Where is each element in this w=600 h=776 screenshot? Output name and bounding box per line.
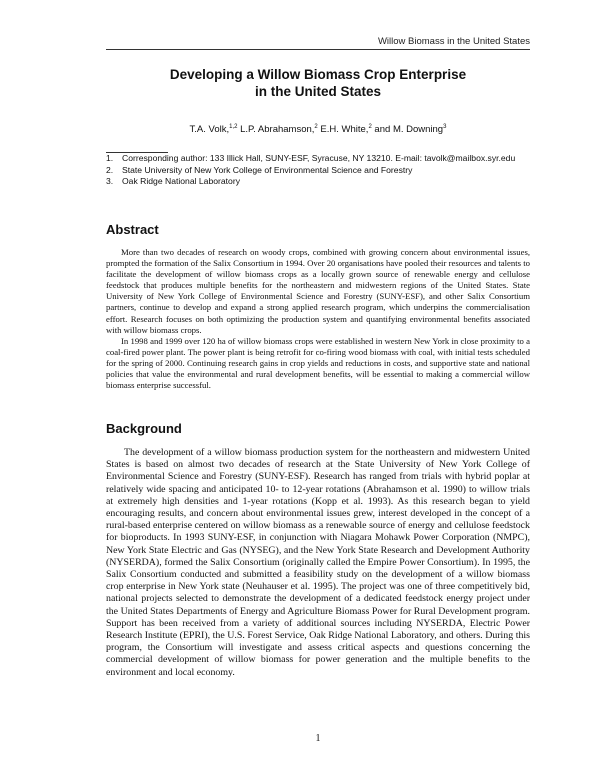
footnote: 1. Corresponding author: 133 Illick Hall, SUNY-ESF, Syracuse, NY 13210. E-mail: tavolk@mailbox.syr.edu xyxy=(106,153,516,163)
abstract-paragraph: More than two decades of research on woody crops, combined with growing concern about environmental issues, prompted the formation of the Salix Consortium in 1994. Over 20 organisations have pooled their resources and talents to facilitate the development of willow biomass crops as a locally grown source of renewable energy and cellulose feedstock that produces multiple benefits for the northeastern and midwestern regions of the United States. State University of New York College of Environmental Science and Forestry (SUNY-ESF), and other Salix Consortium partners, continue to develop and expand a strong applied research program, which underpins the commercialisation effort. Research focuses on both optimizing the production system and quantifying environmental benefits associated with willow biomass crops. xyxy=(106,247,530,335)
footnotes xyxy=(106,153,536,188)
author-list xyxy=(106,124,530,135)
header-rule xyxy=(106,49,530,50)
background-paragraph: The development of a willow biomass production system for the northeastern and midwestern United States is based on almost two decades of research at the State University of New York College of Environmental Science and Forestry (SUNY-ESF). Research has ranged from trials with hybrid poplar at relatively wide spacing and anticipated 10- to 12-year rotations (Abrahamson et al. 1990) to willow trials at extremely high densities and 1-year rotations (Kopp et al. 1993). As this research began to yield encouraging results, and concern about environmental issues grew, interest developed in the concept of a rural-based enterprise centered on willow biomass as a renewable source of energy and cellulose feedstock for bioproducts. In 1993 SUNY-ESF, in conjunction with Niagara Mohawk Power Corporation (NMPC), New York State Electric and Gas (NYSEG), and the New York State Research and Development Authority (NYSERDA), formed the Salix Consortium (originally called the Empire Power Consortium). In 1995, the Salix Consortium conducted and submitted a feasibility study on the development of a willow biomass crop enterprise in New York state (Neuhauser et al. 1995). The project was one of three competitively bid, national projects selected to demonstrate the development of a dedicated feedstock energy project under the United States Departments of Energy and Agriculture Biomass Power for Rural Development program. Support has been received from a variety of additional sources including NYSERDA, Electric Power Research Institute (EPRI), the U.S. Forest Service, Oak Ridge National Laboratory, and others. During this program, the Consortium will investigate and assess critical aspects and questions concerning the commercial development of willow biomass for power generation and the multiple benefits to the environment and local economy. xyxy=(106,447,530,678)
running-header: Willow Biomass in the United States xyxy=(377,36,530,47)
footnote: 2. State University of New York College of Environmental Science and Forestry xyxy=(106,164,413,175)
author: M. Downing$^3$ xyxy=(392,123,447,135)
abstract-paragraph: In 1998 and 1999 over 120 ha of willow biomass crops were established in western New York in close proximity to a coal-fired power plant. The power plant is being retrofit for co-firing wood biomass with coal, with initial tests scheduled for the spring of 2000. Continuing research gains in crop yields and reductions in costs, and supportive state and national policies that value the environmental and rural development benefits, will be essential to making a commercial willow biomass enterprise successful. xyxy=(106,335,530,391)
author: E.H. White,$^2$ and xyxy=(320,123,393,135)
abstract-heading: Abstract xyxy=(106,222,159,237)
paper-title xyxy=(106,66,530,100)
background-heading: Background xyxy=(106,421,182,436)
page-number: 1 xyxy=(315,733,321,744)
title-line-2: in the United States xyxy=(254,84,381,99)
author: L.P. Abrahamson,$^2$ xyxy=(240,123,318,135)
abstract-body xyxy=(106,247,530,391)
title-line-1: Developing a Willow Biomass Crop Enterprise xyxy=(169,67,467,82)
footnote: 3. Oak Ridge National Laboratory xyxy=(106,176,240,186)
background-body xyxy=(106,447,530,679)
author: T.A. Volk,$^{1,2}$ xyxy=(189,123,238,135)
